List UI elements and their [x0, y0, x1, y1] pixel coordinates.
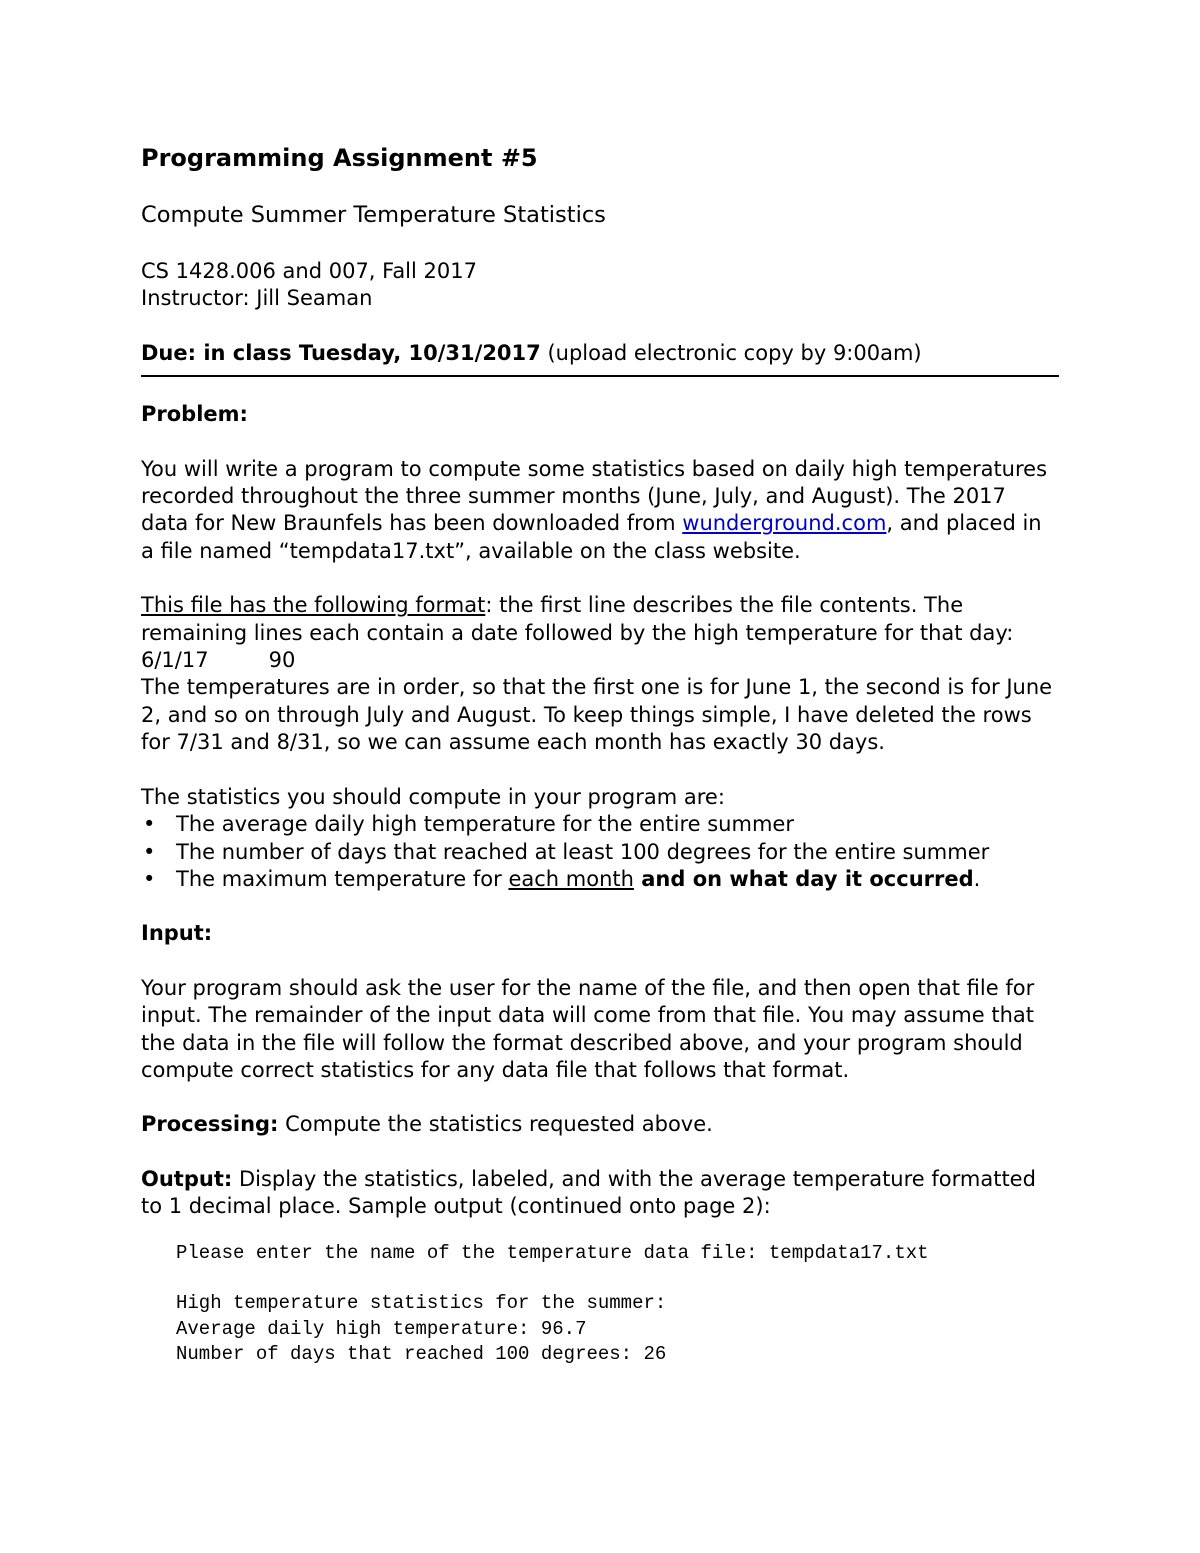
- order-paragraph: The temperatures are in order, so that the first one is for June 1, the second is for June 2, and so on through July and August. To keep things simple, I have deleted the rows for 7/31 and 8/31, so we can assume each month has exactly 30 days.: [141, 675, 1053, 755]
- bullet-underlined-text: each month: [508, 866, 634, 891]
- sample-output-line: High temperature statistics for the summer:: [176, 1292, 667, 1315]
- sample-output-line: Number of days that reached 100 degrees: 26: [176, 1343, 667, 1366]
- document-content: [141, 142, 1059, 1368]
- bullet-icon: •: [143, 812, 156, 837]
- list-item: [141, 811, 1059, 838]
- sample-data-row: [141, 647, 1059, 674]
- blank-line: [176, 1266, 1059, 1291]
- bullet-text: The number of days that reached at least 100 degrees for the entire summer: [176, 839, 990, 864]
- processing-paragraph: [141, 1111, 1059, 1138]
- due-note: (upload electronic copy by 9:00am): [540, 340, 922, 365]
- sample-output-line: Please enter the name of the temperature data file: tempdata17.txt: [176, 1241, 929, 1264]
- due-label: Due: in class Tuesday, 10/31/2017: [141, 340, 541, 365]
- assignment-subtitle: Compute Summer Temperature Statistics: [141, 202, 606, 228]
- sample-output-line: Average daily high temperature: 96.7: [176, 1317, 587, 1340]
- course-info: [141, 258, 1059, 313]
- bullet-bold-text: and on what day it occurred: [633, 866, 974, 891]
- output-text: Display the statistics, labeled, and with the average temperature formatted to 1 decimal place. Sample output (continued onto page 2):: [141, 1166, 1036, 1219]
- statistics-section: [141, 784, 1059, 894]
- course-line: CS 1428.006 and 007, Fall 2017: [141, 259, 477, 283]
- problem-paragraph-1: [141, 456, 1059, 566]
- processing-heading: Processing:: [141, 1112, 279, 1137]
- input-heading: Input:: [141, 921, 213, 946]
- processing-text: Compute the statistics requested above.: [278, 1112, 713, 1137]
- bullet-text: The maximum temperature for: [176, 866, 509, 891]
- bullet-icon: •: [143, 866, 156, 891]
- bullet-period: .: [973, 866, 981, 891]
- input-paragraph: Your program should ask the user for the name of the file, and then open that file for input. The remainder of the input data will come from that file. You may assume that the data in the file will follow the format described above, and your program should compute correct statistics for any data file that follows that format.: [141, 975, 1035, 1082]
- output-paragraph: [141, 1166, 1059, 1221]
- file-format-paragraph: [141, 592, 1059, 647]
- wunderground-link[interactable]: wunderground.com: [682, 511, 887, 536]
- file-format-section: [141, 592, 1059, 756]
- statistics-list: [141, 811, 1059, 893]
- output-heading: Output:: [141, 1166, 233, 1191]
- problem-text-b: , and placed in a file named “tempdata17.txt”, available on the class website.: [141, 511, 1042, 563]
- problem-heading: Problem:: [141, 402, 248, 427]
- list-item: [141, 839, 1059, 866]
- assignment-title: Programming Assignment #5: [141, 144, 538, 172]
- format-label: This file has the following format: [141, 593, 486, 618]
- due-line: [141, 340, 1059, 367]
- sample-date: 6/1/17: [141, 648, 209, 673]
- sample-temp: 90: [268, 648, 296, 673]
- sample-output-block: [176, 1241, 1059, 1368]
- bullet-icon: •: [143, 839, 156, 864]
- divider-rule: [141, 375, 1059, 377]
- statistics-intro: The statistics you should compute in your program are:: [141, 784, 725, 809]
- list-item: [141, 866, 1059, 893]
- bullet-text: The average daily high temperature for the entire summer: [176, 812, 794, 837]
- instructor-line: Instructor: Jill Seaman: [141, 286, 373, 311]
- format-text: : the first line describes the file contents. The remaining lines each contain a date followed by the high temperature for that day:: [141, 593, 1014, 645]
- problem-text-a: You will write a program to compute some statistics based on daily high temperatures recorded throughout the three summer months (June, July, and August). The 2017 data for New Braunfels has been downloaded from: [141, 456, 1048, 536]
